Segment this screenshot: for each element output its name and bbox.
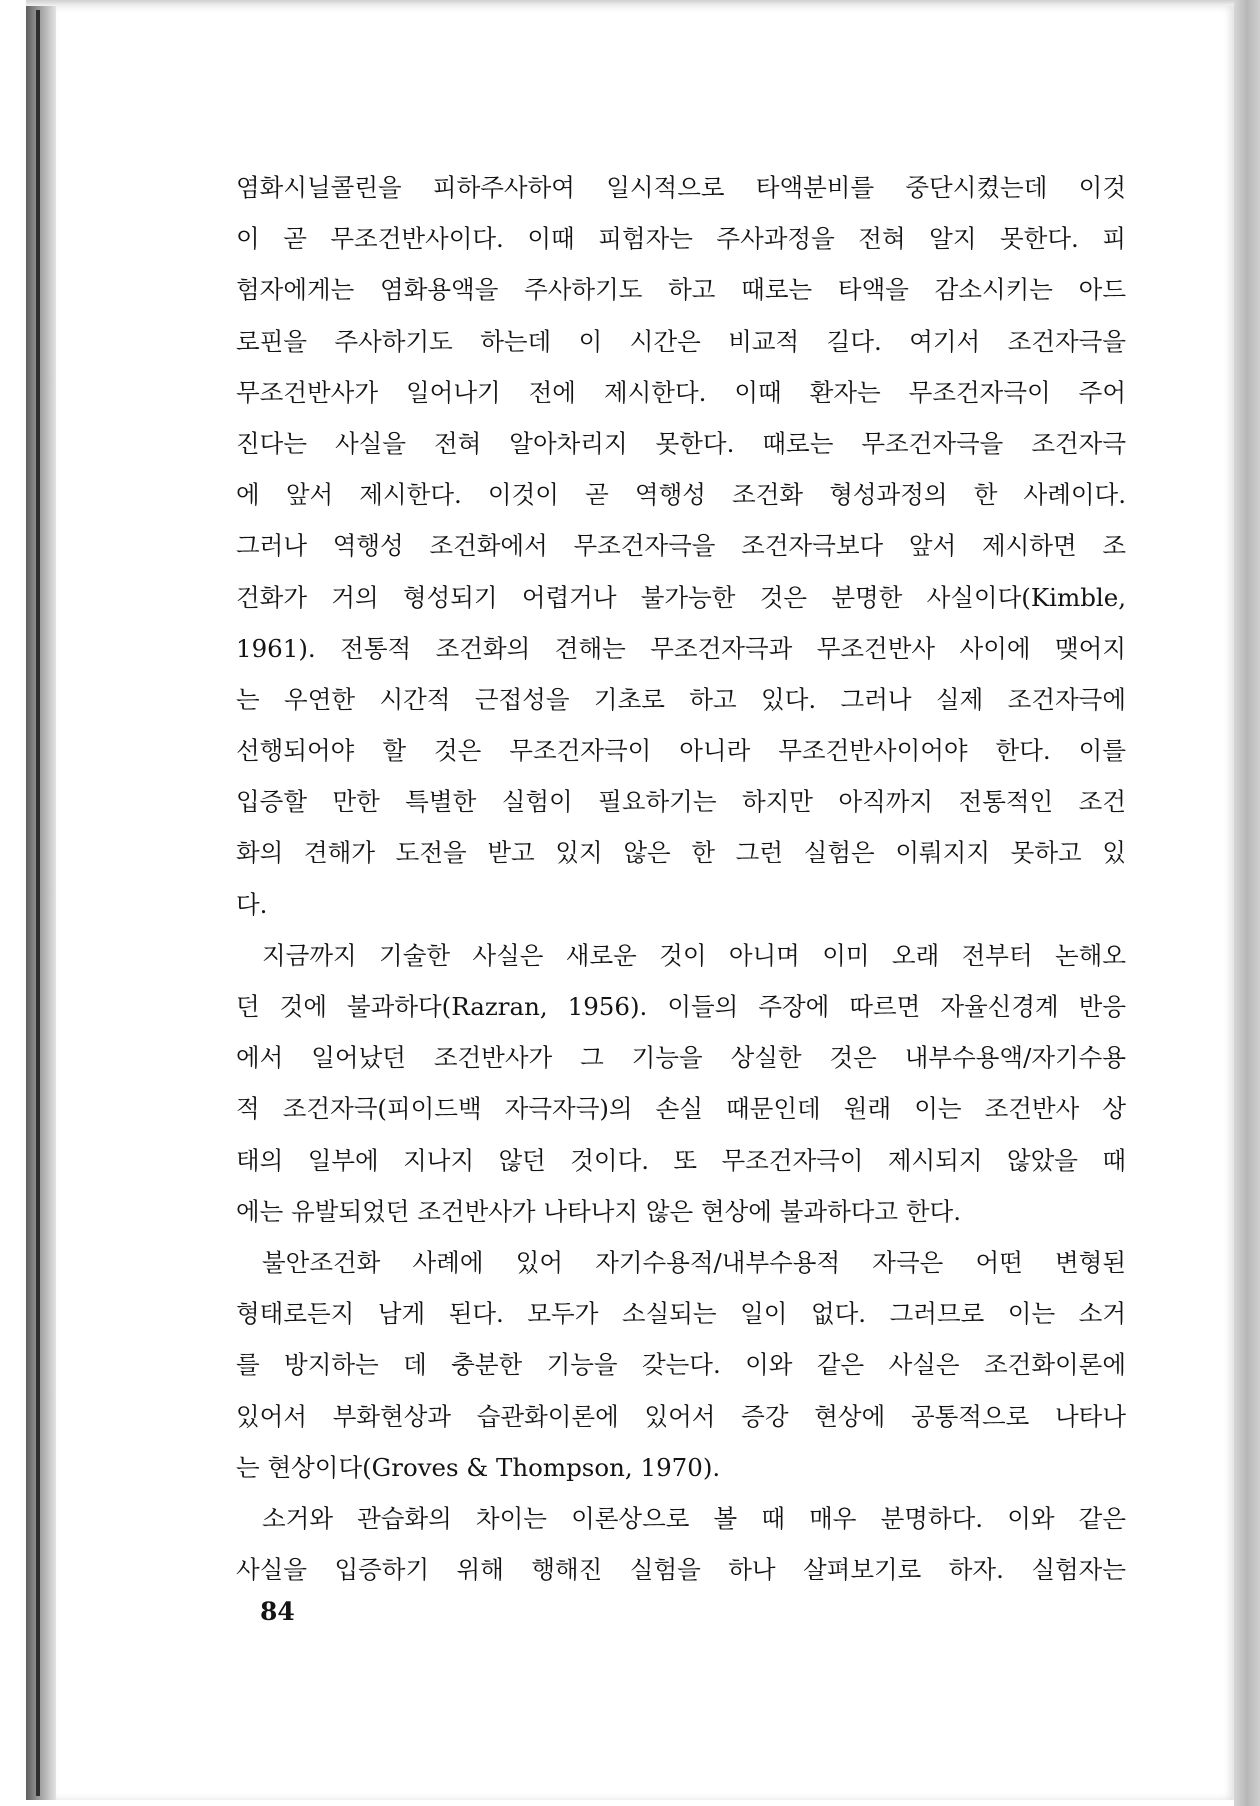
page-number: 84 (260, 1597, 295, 1626)
text-line: 화의 견해가 도전을 받고 있지 않은 한 그런 실험은 이뤄지지 못하고 있 (236, 838, 1126, 868)
page-stack-left-edge (26, 6, 56, 1800)
text-line: 로핀을 주사하기도 하는데 이 시간은 비교적 길다. 여기서 조건자극을 (236, 326, 1126, 356)
text-line: 다. (236, 889, 268, 919)
text-line: 를 방지하는 데 충분한 기능을 갖는다. 이와 같은 사실은 조건화이론에 (236, 1350, 1126, 1380)
text-line: 험자에게는 염화용액을 주사하기도 하고 때로는 타액을 감소시키는 아드 (236, 275, 1126, 305)
text-line: 1961). 전통적 조건화의 견해는 무조건자극과 무조건반사 사이에 맺어지 (236, 633, 1126, 663)
binding-shadow (36, 10, 40, 1796)
text-line: 적 조건자극(피이드백 자극자극)의 손실 때문인데 원래 이는 조건반사 상 (236, 1094, 1126, 1124)
text-line: 선행되어야 할 것은 무조건자극이 아니라 무조건반사이어야 한다. 이를 (236, 736, 1126, 766)
text-line: 염화시닐콜린을 피하주사하여 일시적으로 타액분비를 중단시켰는데 이것 (236, 173, 1126, 202)
text-line: 이 곧 무조건반사이다. 이때 피험자는 주사과정을 전혀 알지 못한다. 피 (236, 224, 1126, 254)
text-line: 에는 유발되었던 조건반사가 나타나지 않은 현상에 불과하다고 한다. (236, 1196, 961, 1226)
text-line: 불안조건화 사례에 있어 자기수용적/내부수용적 자극은 어떤 변형된 (262, 1247, 1126, 1277)
text-line: 태의 일부에 지나지 않던 것이다. 또 무조건자극이 제시되지 않았을 때 (236, 1145, 1126, 1175)
text-line: 에서 일어났던 조건반사가 그 기능을 상실한 것은 내부수용액/자기수용 (236, 1043, 1126, 1073)
body-text (236, 162, 1126, 1595)
text-line: 에 앞서 제시한다. 이것이 곧 역행성 조건화 형성과정의 한 사례이다. (236, 480, 1126, 510)
text-line: 지금까지 기술한 사실은 새로운 것이 아니며 이미 오래 전부터 논해오 (262, 940, 1126, 970)
text-line: 는 현상이다(Groves & Thompson, 1970). (236, 1452, 721, 1482)
text-line: 사실을 입증하기 위해 행해진 실험을 하나 살펴보기로 하자. 실험자는 (236, 1555, 1126, 1585)
text-line: 진다는 사실을 전혀 알아차리지 못한다. 때로는 무조건자극을 조건자극 (236, 428, 1126, 458)
text-line: 있어서 부화현상과 습관화이론에 있어서 증강 현상에 공통적으로 나타나 (236, 1401, 1126, 1431)
text-line: 는 우연한 시간적 근접성을 기초로 하고 있다. 그러나 실제 조건자극에 (236, 684, 1126, 714)
text-line: 형태로든지 남게 된다. 모두가 소실되는 일이 없다. 그러므로 이는 소거 (236, 1299, 1126, 1329)
text-line: 그러나 역행성 조건화에서 무조건자극을 조건자극보다 앞서 제시하면 조 (236, 531, 1126, 561)
text-line: 무조건반사가 일어나기 전에 제시한다. 이때 환자는 무조건자극이 주어 (236, 377, 1126, 407)
text-line: 소거와 관습화의 차이는 이론상으로 볼 때 매우 분명하다. 이와 같은 (262, 1503, 1126, 1533)
text-line: 건화가 거의 형성되기 어렵거나 불가능한 것은 분명한 사실이다(Kimble, (236, 582, 1126, 612)
page-stack-right-edge (1234, 0, 1260, 1806)
text-line: 입증할 만한 특별한 실험이 필요하기는 하지만 아직까지 전통적인 조건 (236, 787, 1126, 817)
text-line: 던 것에 불과하다(Razran, 1956). 이들의 주장에 따르면 자율신경계 반응 (236, 992, 1126, 1021)
